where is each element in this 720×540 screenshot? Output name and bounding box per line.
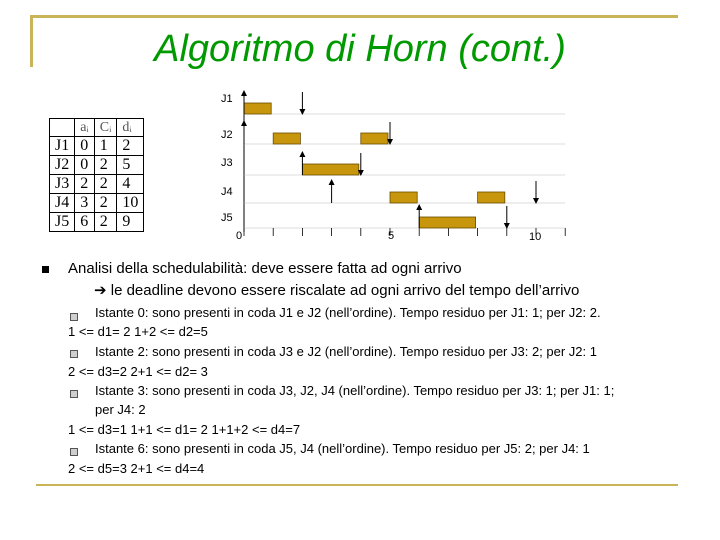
checkbox-bullet-icon bbox=[70, 313, 78, 321]
checkbox-bullet-icon bbox=[70, 350, 78, 358]
table-cell: 2 bbox=[94, 213, 117, 232]
table-cell: J4 bbox=[50, 194, 75, 213]
job-label-j2: J2 bbox=[221, 129, 233, 141]
table-cell: 2 bbox=[94, 175, 117, 194]
table-cell: 2 bbox=[94, 156, 117, 175]
time-tick-5: 5 bbox=[388, 230, 395, 242]
table-cell: 3 bbox=[75, 194, 95, 213]
main-bullet-subtext: ➔ le deadline devono essere riscalate ad ogni arrivo del tempo dell’arrivo bbox=[94, 282, 580, 299]
table-header-cell: dᵢ bbox=[117, 119, 144, 137]
arrival-arrowhead-j2 bbox=[241, 120, 247, 126]
table-cell: J2 bbox=[50, 156, 75, 175]
step-2-text: Istante 2: sono presenti in coda J3 e J2 (nell’ordine). Tempo residuo per J3: 2; per J2: 1 bbox=[95, 344, 597, 359]
gantt-block-j2 bbox=[273, 133, 300, 144]
step-1-text: Istante 0: sono presenti in coda J1 e J2 (nell’ordine). Tempo residuo per J1: 1; per J2: 2. bbox=[95, 305, 601, 320]
job-parameters-table bbox=[49, 118, 144, 232]
step-3-inequality: 1 <= d3=1 1+1 <= d1= 2 1+1+2 <= d4=7 bbox=[68, 422, 301, 437]
table-row bbox=[50, 137, 144, 156]
table-cell: J1 bbox=[50, 137, 75, 156]
step-4-text: Istante 6: sono presenti in coda J5, J4 (nell’ordine). Tempo residuo per J5: 2; per J4: 1 bbox=[95, 441, 590, 456]
gantt-block-j1 bbox=[244, 103, 271, 114]
table-row bbox=[50, 156, 144, 175]
slide-title: Algoritmo di Horn (cont.) bbox=[154, 28, 566, 70]
table-header-cell: Cᵢ bbox=[94, 119, 117, 137]
table-cell: 2 bbox=[117, 137, 144, 156]
table-row bbox=[50, 194, 144, 213]
table-cell: 2 bbox=[94, 194, 117, 213]
checkbox-bullet-icon bbox=[70, 448, 78, 456]
arrival-arrowhead-j5 bbox=[416, 204, 422, 210]
table-cell: 0 bbox=[75, 137, 95, 156]
gantt-block-j5 bbox=[419, 217, 475, 228]
step-4-inequality: 2 <= d5=3 2+1 <= d4=4 bbox=[68, 461, 205, 476]
job-label-j1: J1 bbox=[221, 93, 233, 105]
bullet-square-icon bbox=[42, 266, 49, 273]
time-tick-0: 0 bbox=[236, 230, 243, 242]
time-tick-10: 10 bbox=[529, 231, 542, 243]
job-label-j5: J5 bbox=[221, 212, 233, 224]
step-3-text: Istante 3: sono presenti in coda J3, J2, J4 (nell’ordine). Tempo residuo per J3: 1; per J1: 1; bbox=[95, 383, 615, 398]
table-cell: J5 bbox=[50, 213, 75, 232]
table-cell: J3 bbox=[50, 175, 75, 194]
arrival-arrowhead-j1 bbox=[241, 90, 247, 96]
job-label-j3: J3 bbox=[221, 157, 233, 169]
checkbox-bullet-icon bbox=[70, 390, 78, 398]
job-label-j4: J4 bbox=[221, 186, 233, 198]
gantt-block-j4 bbox=[390, 192, 417, 203]
table-cell: 10 bbox=[117, 194, 144, 213]
table-row bbox=[50, 213, 144, 232]
table-cell: 4 bbox=[117, 175, 144, 194]
main-bullet-text: Analisi della schedulabilità: deve essere fatta ad ogni arrivo bbox=[68, 260, 462, 277]
table-cell: 5 bbox=[117, 156, 144, 175]
table-cell: 6 bbox=[75, 213, 95, 232]
table-header-cell bbox=[50, 119, 75, 137]
arrival-arrowhead-j3 bbox=[299, 151, 305, 157]
gantt-block-j4 bbox=[478, 192, 505, 203]
footer-rule bbox=[36, 484, 678, 486]
gantt-block-j3 bbox=[302, 164, 358, 175]
table-cell: 2 bbox=[75, 175, 95, 194]
table-cell: 0 bbox=[75, 156, 95, 175]
table-cell: 1 bbox=[94, 137, 117, 156]
gantt-block-j2 bbox=[361, 133, 388, 144]
table-cell: 9 bbox=[117, 213, 144, 232]
step-3-continuation: per J4: 2 bbox=[95, 402, 146, 417]
step-1-inequality: 1 <= d1= 2 1+2 <= d2=5 bbox=[68, 324, 208, 339]
step-2-inequality: 2 <= d3=2 2+1 <= d2= 3 bbox=[68, 364, 208, 379]
arrival-arrowhead-j4 bbox=[329, 179, 335, 185]
table-row bbox=[50, 175, 144, 194]
table-header-cell: aᵢ bbox=[75, 119, 95, 137]
table-header-row bbox=[50, 119, 144, 137]
